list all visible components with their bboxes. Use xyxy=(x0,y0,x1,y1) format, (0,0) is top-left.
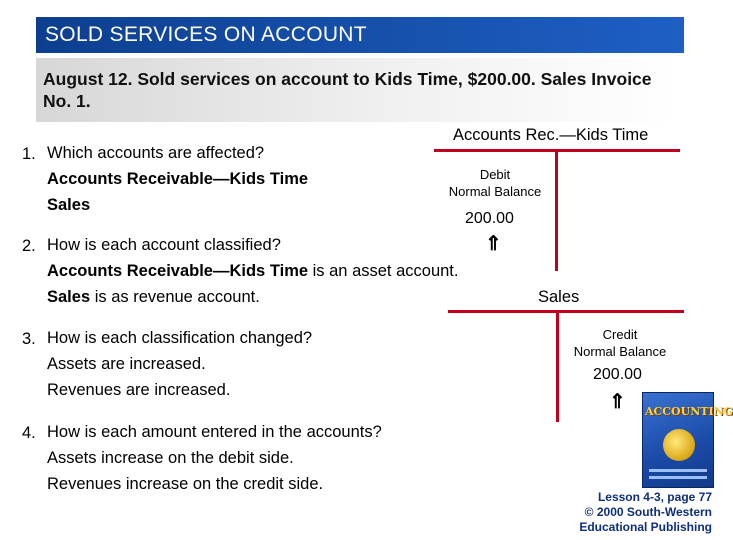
question-4-answer-2: Revenues increase on the credit side. xyxy=(47,475,324,493)
up-arrow-icon: ⇑ xyxy=(609,391,626,413)
question-3-answer-1: Assets are increased. xyxy=(47,355,206,373)
normal-balance-label: Normal Balance xyxy=(448,184,542,199)
question-2-answer-2 xyxy=(47,284,260,310)
book-cover-title: ACCOUNTING xyxy=(645,405,733,418)
t-account-top-line xyxy=(448,310,684,313)
t-account-center-line xyxy=(555,149,558,271)
account-name-bold: Accounts Receivable—Kids Time xyxy=(47,262,309,280)
publisher: Educational Publishing xyxy=(579,520,712,534)
credit-label: Credit xyxy=(602,327,638,342)
question-2-number: 2. xyxy=(22,237,36,255)
classification-text: is an asset account. xyxy=(308,262,459,280)
normal-balance-label: Normal Balance xyxy=(573,344,667,359)
question-2-text: How is each account classified? xyxy=(47,236,281,254)
textbook-cover-image xyxy=(642,392,733,488)
question-1-number: 1. xyxy=(22,145,36,163)
intro-text: August 12. Sold services on account to Kids Time, $200.00. Sales Invoice No. 1. xyxy=(43,69,652,111)
slide-title: SOLD SERVICES ON ACCOUNT xyxy=(45,23,367,46)
question-3-answer-2: Revenues are increased. xyxy=(47,381,231,399)
question-1-text: Which accounts are affected? xyxy=(47,144,265,162)
up-arrow-icon: ⇑ xyxy=(485,233,502,255)
title-bar xyxy=(36,17,684,53)
question-4-text: How is each amount entered in the accounts? xyxy=(47,423,382,441)
seal-icon xyxy=(663,429,695,461)
classification-text: is as revenue account. xyxy=(90,288,260,306)
t-account-title: Accounts Rec.—Kids Time xyxy=(453,126,649,144)
intro-box xyxy=(36,58,676,122)
t-account-title: Sales xyxy=(538,288,580,306)
copyright: © 2000 South-Western xyxy=(584,505,712,519)
credit-amount: 200.00 xyxy=(593,366,642,383)
debit-amount: 200.00 xyxy=(465,210,514,227)
question-1-answer-2: Sales xyxy=(47,196,91,214)
question-4-answer-1: Assets increase on the debit side. xyxy=(47,449,294,467)
debit-label: Debit xyxy=(479,167,511,182)
cover-stripe xyxy=(649,469,707,472)
question-3-text: How is each classification changed? xyxy=(47,329,313,347)
question-3-number: 3. xyxy=(22,330,36,348)
question-4-number: 4. xyxy=(22,424,36,442)
cover-stripe xyxy=(649,476,707,479)
question-2-answer-1 xyxy=(47,258,458,284)
account-name-bold: Sales xyxy=(47,288,91,306)
lesson-reference: Lesson 4-3, page 77 xyxy=(597,490,712,504)
t-account-center-line xyxy=(556,310,559,422)
question-1-answer-1: Accounts Receivable—Kids Time xyxy=(47,170,309,188)
footer-credits xyxy=(560,490,712,535)
